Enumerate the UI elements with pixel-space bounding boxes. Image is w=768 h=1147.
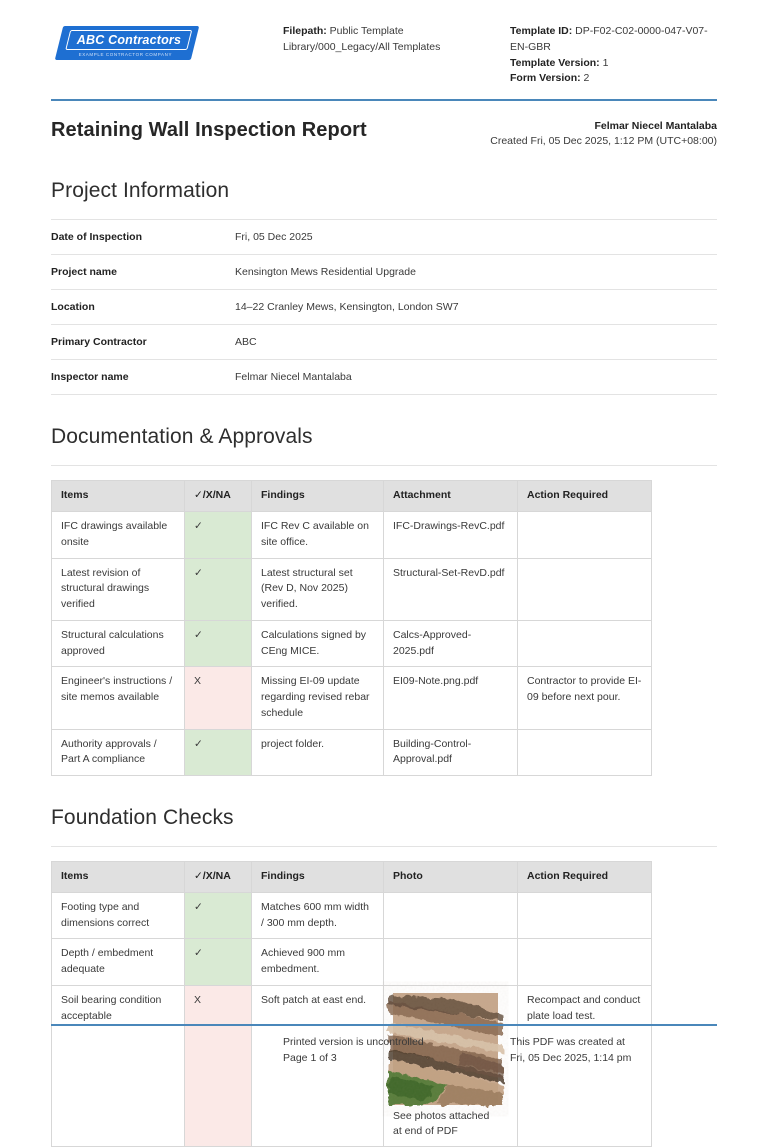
footer-columns: [51, 1035, 717, 1067]
page-number: Page 1 of 3: [283, 1051, 337, 1064]
action-cell: Contractor to provide EI-09 before next pour.: [518, 667, 652, 729]
project-info-row: [51, 220, 717, 255]
attachment-cell: IFC-Drawings-RevC.pdf: [384, 512, 518, 559]
column-header-findings: Findings: [252, 862, 384, 893]
field-label: Date of Inspection: [51, 231, 143, 244]
column-header-attachment: Attachment: [384, 481, 518, 512]
project-info-table: [51, 220, 717, 395]
created-timestamp: Created Fri, 05 Dec 2025, 1:12 PM (UTC+08:00): [490, 135, 717, 148]
action-cell: [518, 512, 652, 559]
status-cell: X: [185, 667, 252, 729]
template-id-row: [510, 24, 717, 56]
table-row: [52, 558, 652, 620]
company-logo: [51, 24, 283, 61]
item-cell: Latest revision of structural drawings verified: [52, 558, 185, 620]
column-header-action: Action Required: [518, 862, 652, 893]
photo-cell: [384, 939, 518, 986]
field-label: Location: [51, 301, 95, 314]
pdf-created-note: This PDF was created at: [510, 1036, 625, 1048]
form-version-row: [510, 71, 717, 87]
column-header-items: Items: [52, 862, 185, 893]
action-cell: [518, 939, 652, 986]
section-title-foundation-checks: Foundation Checks: [51, 806, 234, 830]
filepath-block: [283, 24, 510, 56]
findings-cell: Latest structural set (Rev D, Nov 2025) verified.: [252, 558, 384, 620]
documentation-table: [51, 480, 652, 776]
column-header-status: ✓/X/NA: [185, 862, 252, 893]
project-info-row: [51, 255, 717, 290]
template-meta-block: [510, 24, 717, 87]
form-version-value: 2: [580, 72, 590, 85]
table-row: [52, 620, 652, 667]
field-label: Inspector name: [51, 371, 129, 384]
table-row: [52, 667, 652, 729]
table-row: [52, 512, 652, 559]
attachment-cell: Calcs-Approved-2025.pdf: [384, 620, 518, 667]
status-cell: ✓: [185, 558, 252, 620]
field-value: Felmar Niecel Mantalaba: [235, 371, 352, 384]
table-header-row: [52, 481, 652, 512]
project-info-row: [51, 325, 717, 360]
findings-cell: Missing EI-09 update regarding revised rebar schedule: [252, 667, 384, 729]
table-header-row: [52, 862, 652, 893]
action-cell: [518, 620, 652, 667]
logo-inner-frame: [65, 30, 192, 50]
photo-caption: See photos attached at end of PDF: [393, 1109, 490, 1138]
findings-cell: project folder.: [252, 729, 384, 776]
attachment-cell: Structural-Set-RevD.pdf: [384, 558, 518, 620]
status-cell: ✓: [185, 512, 252, 559]
field-label: Project name: [51, 266, 117, 279]
item-cell: Footing type and dimensions correct: [52, 892, 185, 939]
title-block: [51, 119, 717, 149]
table-row: [52, 892, 652, 939]
item-cell: Structural calculations approved: [52, 620, 185, 667]
project-info-row: [51, 290, 717, 325]
column-header-status: ✓/X/NA: [185, 481, 252, 512]
page-title: Retaining Wall Inspection Report: [51, 119, 367, 141]
item-cell: IFC drawings available onsite: [52, 512, 185, 559]
creator-name: Felmar Niecel Mantalaba: [594, 120, 717, 132]
status-cell: ✓: [185, 729, 252, 776]
template-version-label: Template Version:: [510, 56, 600, 69]
logo-banner: [55, 26, 200, 60]
logo-title: ABC Contractors: [76, 33, 182, 47]
project-info-row: [51, 360, 717, 395]
findings-cell: Matches 600 mm width / 300 mm depth.: [252, 892, 384, 939]
column-header-photo: Photo: [384, 862, 518, 893]
attachment-cell: Building-Control-Approval.pdf: [384, 729, 518, 776]
table-row: [52, 729, 652, 776]
findings-cell: IFC Rev C available on site office.: [252, 512, 384, 559]
uncontrolled-note: Printed version is uncontrolled: [283, 1036, 424, 1048]
column-header-findings: Findings: [252, 481, 384, 512]
findings-cell: Soft patch at east end.: [252, 985, 384, 1146]
field-value: Fri, 05 Dec 2025: [235, 231, 313, 244]
status-cell: X: [185, 985, 252, 1146]
field-value: 14–22 Cranley Mews, Kensington, London SW7: [235, 301, 459, 314]
section-divider: [51, 465, 717, 466]
template-version-value: 1: [599, 56, 609, 69]
footer-divider: [51, 1024, 717, 1026]
action-cell: [518, 729, 652, 776]
item-cell: Soil bearing condition acceptable: [52, 985, 185, 1146]
item-cell: Engineer's instructions / site memos available: [52, 667, 185, 729]
column-header-action: Action Required: [518, 481, 652, 512]
attachment-cell: EI09-Note.png.pdf: [384, 667, 518, 729]
foundation-table: [51, 861, 652, 1147]
action-cell: [518, 558, 652, 620]
pdf-created-timestamp: Fri, 05 Dec 2025, 1:14 pm: [510, 1051, 632, 1064]
action-cell: Recompact and conduct plate load test.: [518, 985, 652, 1146]
document-footer: [51, 1024, 717, 1067]
filepath-value: Public Template Library/000_Legacy/All Templates: [283, 25, 441, 53]
field-value: ABC: [235, 336, 257, 349]
table-row: [52, 939, 652, 986]
item-cell: Authority approvals / Part A compliance: [52, 729, 185, 776]
column-header-items: Items: [52, 481, 185, 512]
section-title-project-information: Project Information: [51, 179, 230, 203]
status-cell: ✓: [185, 892, 252, 939]
photo-cell: [384, 892, 518, 939]
template-id-label: Template ID:: [510, 25, 573, 37]
section-divider: [51, 846, 717, 847]
field-value: Kensington Mews Residential Upgrade: [235, 266, 416, 279]
logo-subtitle: EXAMPLE CONTRACTOR COMPANY: [78, 52, 173, 57]
findings-cell: Calculations signed by CEng MICE.: [252, 620, 384, 667]
field-label: Primary Contractor: [51, 336, 147, 349]
document-header: [51, 24, 717, 87]
template-version-row: [510, 56, 717, 72]
template-id-value: DP-F02-C02-0000-047-V07-EN-GBR: [510, 25, 708, 53]
creator-block: [490, 119, 717, 149]
status-cell: ✓: [185, 620, 252, 667]
action-cell: [518, 892, 652, 939]
findings-cell: Achieved 900 mm embedment.: [252, 939, 384, 986]
form-version-label: Form Version:: [510, 72, 581, 85]
filepath-label: Filepath:: [283, 25, 327, 37]
header-divider: [51, 99, 717, 101]
footer-right-block: [510, 1035, 631, 1067]
section-title-documentation-approvals: Documentation & Approvals: [51, 425, 313, 449]
footer-left-block: [283, 1035, 510, 1067]
status-cell: ✓: [185, 939, 252, 986]
item-cell: Depth / embedment adequate: [52, 939, 185, 986]
